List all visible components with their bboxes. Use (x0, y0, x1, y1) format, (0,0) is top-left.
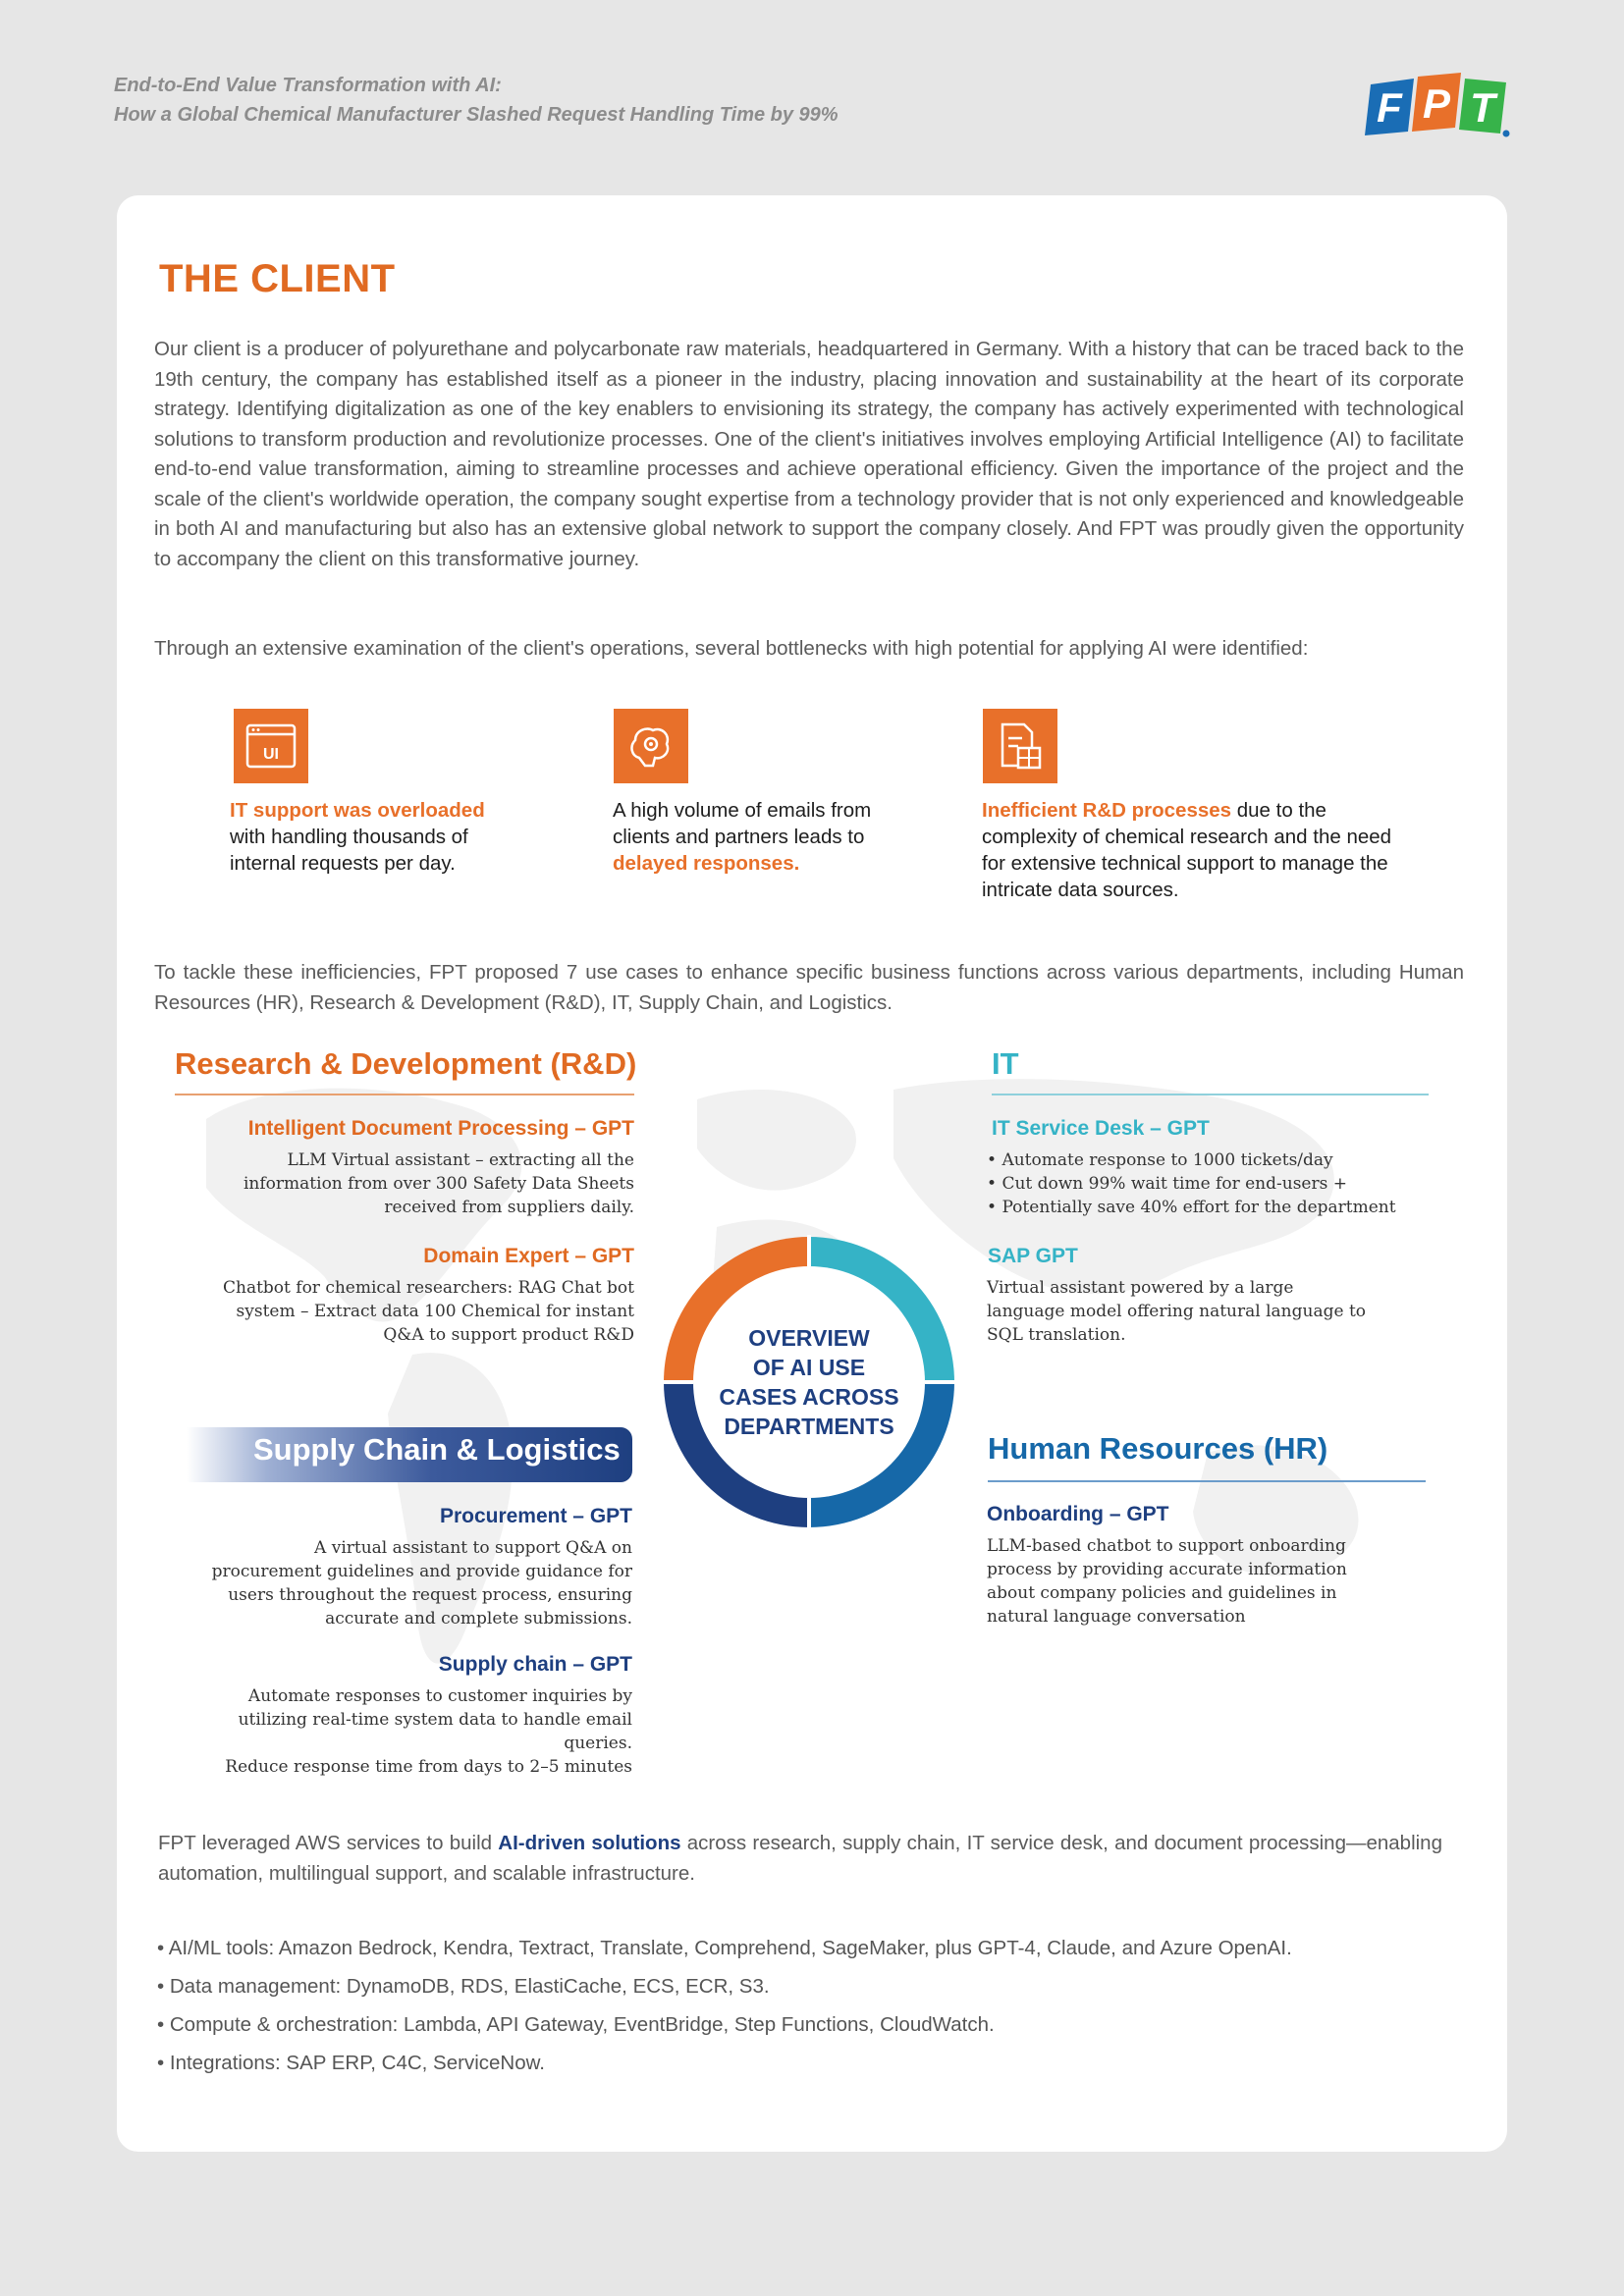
svg-text:T: T (1470, 84, 1495, 131)
it-item-1-bullets (987, 1148, 1438, 1219)
svg-text:P: P (1422, 80, 1451, 127)
rnd-rule (175, 1094, 634, 1095)
issue-1-text: with handling thousands of internal requests per day. (230, 826, 468, 875)
client-intro: Our client is a producer of polyurethane and polycarbonate raw materials, headquartered in Germany. With a history that can be traced back to the 19th century, the company has established itself as a pioneer in the industry, placing innovation and sustainability at the heart of its corporate strategy. Identifying digitalization as one of the key enablers to envisioning its strategy, the company has actively experimented with technological solutions to transform production and revolutionize processes. One of the client's initiatives involves employing Artificial Intelligence (AI) to facilitate end-to-end value transformation, aiming to streamline processes and achieve operational efficiency. Given the importance of the project and the scale of the client's worldwide operation, the company sought expertise from a technology provider that is not only experienced and knowledgeable in both AI and manufacturing but also has an extensive global network to support the company closely. And FPT was proudly given the opportunity to accompany the client on this transformative journey. (154, 338, 1464, 570)
hr-rule (988, 1480, 1426, 1482)
aws-services-list (157, 1929, 1453, 2082)
center-label: OVERVIEW OF AI USE CASES ACROSS DEPARTMENTS (719, 1325, 899, 1439)
list-item: • Automate response to 1000 tickets/day (987, 1148, 1438, 1172)
list-item: • Compute & orchestration: Lambda, API Gateway, EventBridge, Step Functions, CloudWatch. (157, 2005, 1453, 2044)
rnd-item-2-text: Chatbot for chemical researchers: RAG Chat bot system – Extract data 100 Chemical for instant Q&A to support product R&D (223, 1278, 634, 1345)
issue-2-lead: A high volume of emails from clients and partners leads to (613, 799, 872, 848)
document-header (114, 71, 839, 130)
list-item: • Cut down 99% wait time for end-users + (987, 1172, 1438, 1196)
issue-3-text: due to the complexity of chemical research and the need for extensive technical support to manage the intricate data sources. (982, 799, 1392, 901)
hr-item-1-title: Onboarding – GPT (987, 1503, 1169, 1525)
issue-2-highlight: delayed responses. (613, 852, 800, 875)
fpt-logo (1363, 73, 1512, 137)
client-title: THE CLIENT (159, 257, 396, 300)
rnd-item-1-title: Intelligent Document Processing – GPT (247, 1117, 634, 1140)
header-line-2: How a Global Chemical Manufacturer Slashed Request Handling Time by 99% (114, 104, 839, 126)
rnd-item-1-text: LLM Virtual assistant – extracting all the information from over 300 Safety Data Sheets received from suppliers daily. (244, 1150, 634, 1217)
brain-gear-icon (614, 709, 688, 783)
it-item-1-title: IT Service Desk – GPT (992, 1117, 1210, 1140)
it-item-2-title: SAP GPT (988, 1245, 1078, 1267)
it-rule (992, 1094, 1429, 1095)
svg-text:F: F (1377, 84, 1402, 131)
header-line-1: End-to-End Value Transformation with AI: (114, 75, 502, 96)
it-heading: IT (992, 1046, 1019, 1081)
issue-3-highlight: Inefficient R&D processes (982, 799, 1232, 822)
scl-item-2-title: Supply chain – GPT (438, 1653, 632, 1676)
scl-item-1-title: Procurement – GPT (439, 1505, 632, 1527)
aws-summary: FPT leveraged AWS services to build AI-driven solutions across research, supply chain, IT service desk, and document processing—enabling automation, multilingual support, and scalable infrastructure. (158, 1832, 1442, 1885)
list-item: • Data management: DynamoDB, RDS, ElastiCache, ECS, ECR, S3. (157, 1967, 1453, 2005)
hr-item-1-text: LLM-based chatbot to support onboarding process by providing accurate information about company policies and guidelines in natural language conversation (987, 1536, 1347, 1627)
ui-label: UI (263, 746, 279, 763)
proposal-text: To tackle these inefficiencies, FPT proposed 7 use cases to enhance specific business functions across various departments, including Human Resources (HR), Research & Development (R&D), IT, Supply Chain, and Logistics. (154, 961, 1464, 1014)
scl-heading: Supply Chain & Logistics (253, 1432, 621, 1467)
list-item: • Integrations: SAP ERP, C4C, ServiceNow. (157, 2044, 1453, 2082)
bottleneck-intro: Through an extensive examination of the client's operations, several bottlenecks with high potential for applying AI were identified: (154, 637, 1309, 660)
scl-item-1-text: A virtual assistant to support Q&A on procurement guidelines and provide guidance for users throughout the request process, ensuring accurate and complete submissions. (211, 1538, 632, 1629)
list-item: • Potentially save 40% effort for the department (987, 1196, 1438, 1219)
hr-heading: Human Resources (HR) (988, 1431, 1328, 1466)
list-item: • AI/ML tools: Amazon Bedrock, Kendra, Textract, Translate, Comprehend, SageMaker, plus GPT-4, Claude, and Azure OpenAI. (157, 1929, 1453, 1967)
rnd-heading: Research & Development (R&D) (175, 1046, 637, 1081)
it-item-2-text: Virtual assistant powered by a large language model offering natural language to SQL translation. (987, 1278, 1367, 1345)
issue-1-highlight: IT support was overloaded (230, 799, 485, 822)
issue-rnd (982, 797, 1414, 903)
aws-highlight: AI-driven solutions (498, 1832, 681, 1854)
ui-window-icon (234, 709, 308, 783)
issue-email-volume (613, 797, 907, 877)
documents-icon (983, 709, 1057, 783)
rnd-item-2-title: Domain Expert – GPT (423, 1245, 634, 1267)
issue-it-support (230, 797, 524, 877)
scl-item-2-text: Automate responses to customer inquiries by utilizing real-time system data to handle email queries. Reduce response time from days to 2–5 minutes (225, 1686, 632, 1777)
